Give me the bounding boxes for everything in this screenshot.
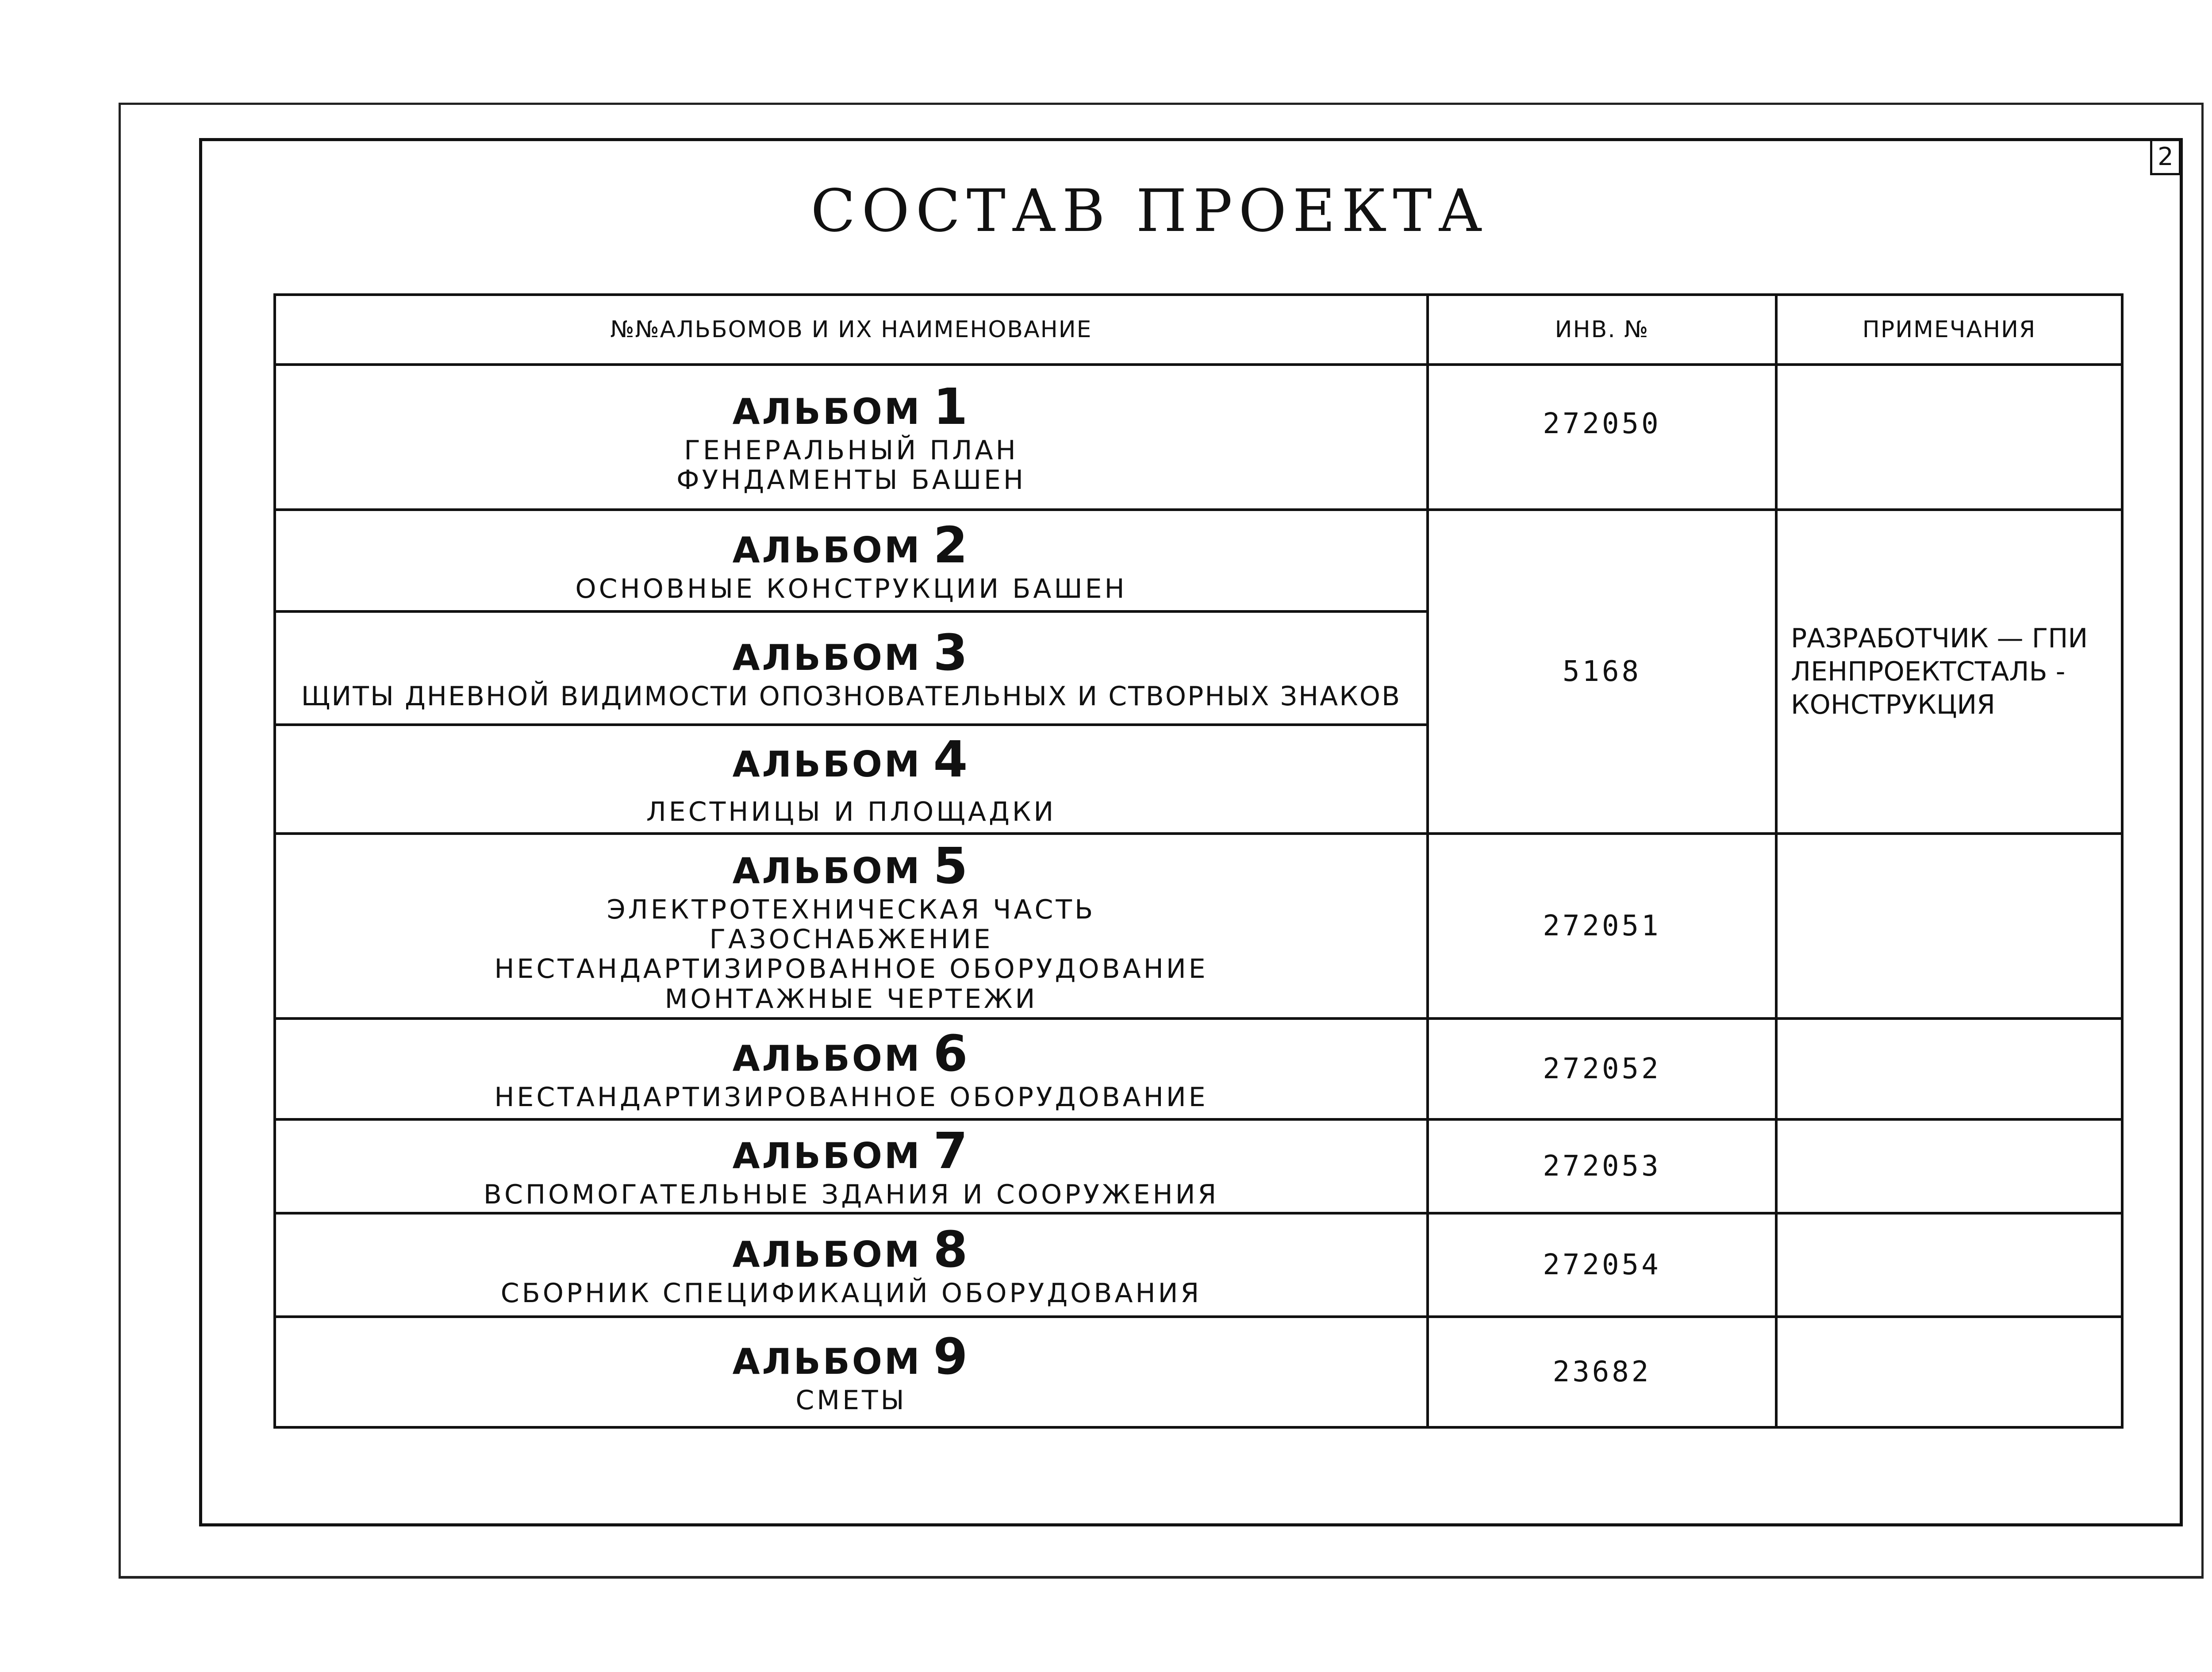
album-1-line-1: ГЕНЕРАЛЬНЫЙ ПЛАН xyxy=(684,435,1018,466)
album-5-title: АЛЬБОМ 5 xyxy=(732,838,970,896)
albums-2-4-note xyxy=(1791,511,2112,832)
albums-2-4-notes-cell xyxy=(1775,508,2124,835)
album-2-line-1: ОСНОВНЫЕ КОНСТРУКЦИИ БАШЕН xyxy=(575,573,1127,604)
album-9-cell xyxy=(273,1315,1429,1429)
album-6-cell xyxy=(273,1017,1429,1121)
album-8-notes-cell xyxy=(1775,1212,2124,1318)
album-7-title: АЛЬБОМ 7 xyxy=(732,1122,970,1180)
album-7-inv: 272053 xyxy=(1543,1150,1661,1183)
albums-2-4-inv: 5168 xyxy=(1562,655,1642,688)
header-albums: №№АЛЬБОМОВ И ИХ НАИМЕНОВАНИЕ xyxy=(610,316,1092,343)
album-5-line-4: МОНТАЖНЫЕ ЧЕРТЕЖИ xyxy=(664,983,1038,1015)
album-9-inv-cell xyxy=(1426,1315,1778,1429)
header-notes: ПРИМЕЧАНИЯ xyxy=(1862,316,2036,343)
album-1-inv: 272050 xyxy=(1543,407,1661,440)
album-5-inv-cell xyxy=(1426,832,1778,1020)
album-5-inv: 272051 xyxy=(1543,910,1661,942)
album-5-line-2: ГАЗОСНАБЖЕНИЕ xyxy=(709,924,993,955)
note-line-3: КОНСТРУКЦИЯ xyxy=(1791,689,1995,720)
outer-frame-bottom-line xyxy=(119,1576,2204,1579)
album-7-notes-cell xyxy=(1775,1118,2124,1215)
header-inv: ИНВ. № xyxy=(1555,316,1649,343)
album-7-cell xyxy=(273,1118,1429,1215)
album-5-line-3: НЕСТАНДАРТИЗИРОВАННОЕ ОБОРУДОВАНИЕ xyxy=(494,953,1208,985)
album-3-cell xyxy=(273,610,1429,726)
page-title: СОСТАВ ПРОЕКТА xyxy=(810,177,1489,245)
album-9-line-1: СМЕТЫ xyxy=(795,1384,907,1416)
album-6-line-1: НЕСТАНДАРТИЗИРОВАННОЕ ОБОРУДОВАНИЕ xyxy=(494,1081,1208,1113)
album-8-inv: 272054 xyxy=(1543,1249,1661,1281)
album-3-title: АЛЬБОМ 3 xyxy=(732,624,970,682)
album-8-cell xyxy=(273,1212,1429,1318)
header-albums-cell xyxy=(273,293,1429,366)
album-1-title: АЛЬБОМ 1 xyxy=(732,378,970,436)
album-4-cell xyxy=(273,723,1429,835)
album-1-line-2: ФУНДАМЕНТЫ БАШЕН xyxy=(676,465,1026,496)
album-8-line-1: СБОРНИК СПЕЦИФИКАЦИЙ ОБОРУДОВАНИЯ xyxy=(500,1277,1202,1309)
note-line-1: РАЗРАБОТЧИК — ГПИ xyxy=(1791,623,2088,654)
album-7-line-1: ВСПОМОГАТЕЛЬНЫЕ ЗДАНИЯ И СООРУЖЕНИЯ xyxy=(483,1179,1219,1210)
album-9-title: АЛЬБОМ 9 xyxy=(732,1328,970,1386)
album-4-line-1: ЛЕСТНИЦЫ И ПЛОЩАДКИ xyxy=(646,796,1056,827)
albums-2-4-inv-cell xyxy=(1426,508,1778,835)
header-notes-cell xyxy=(1775,293,2124,366)
album-5-line-1: ЭЛЕКТРОТЕХНИЧЕСКАЯ ЧАСТЬ xyxy=(607,894,1096,926)
album-2-cell xyxy=(273,508,1429,613)
album-1-inv-cell xyxy=(1426,363,1778,511)
album-2-title: АЛЬБОМ 2 xyxy=(732,517,970,574)
album-6-title: АЛЬБОМ 6 xyxy=(732,1025,970,1083)
album-8-title: АЛЬБОМ 8 xyxy=(732,1221,970,1279)
album-4-title: АЛЬБОМ 4 xyxy=(732,731,970,788)
album-5-notes-cell xyxy=(1775,832,2124,1020)
album-8-inv-cell xyxy=(1426,1212,1778,1318)
album-9-notes-cell xyxy=(1775,1315,2124,1429)
header-inv-cell xyxy=(1426,293,1778,366)
album-1-cell xyxy=(273,363,1429,511)
album-7-inv-cell xyxy=(1426,1118,1778,1215)
album-3-line-1: ЩИТЫ ДНЕВНОЙ ВИДИМОСТИ ОПОЗНОВАТЕЛЬНЫХ И СТВОРНЫХ ЗНАКОВ xyxy=(301,680,1402,712)
sheet-number: 2 xyxy=(2150,139,2181,175)
album-5-cell xyxy=(273,832,1429,1020)
album-6-inv-cell xyxy=(1426,1017,1778,1121)
album-6-inv: 272052 xyxy=(1543,1053,1661,1085)
album-9-inv: 23682 xyxy=(1552,1356,1651,1388)
album-1-notes-cell xyxy=(1775,363,2124,511)
album-6-notes-cell xyxy=(1775,1017,2124,1121)
note-line-2: ЛЕНПРОЕКТСТАЛЬ - xyxy=(1791,656,2066,687)
